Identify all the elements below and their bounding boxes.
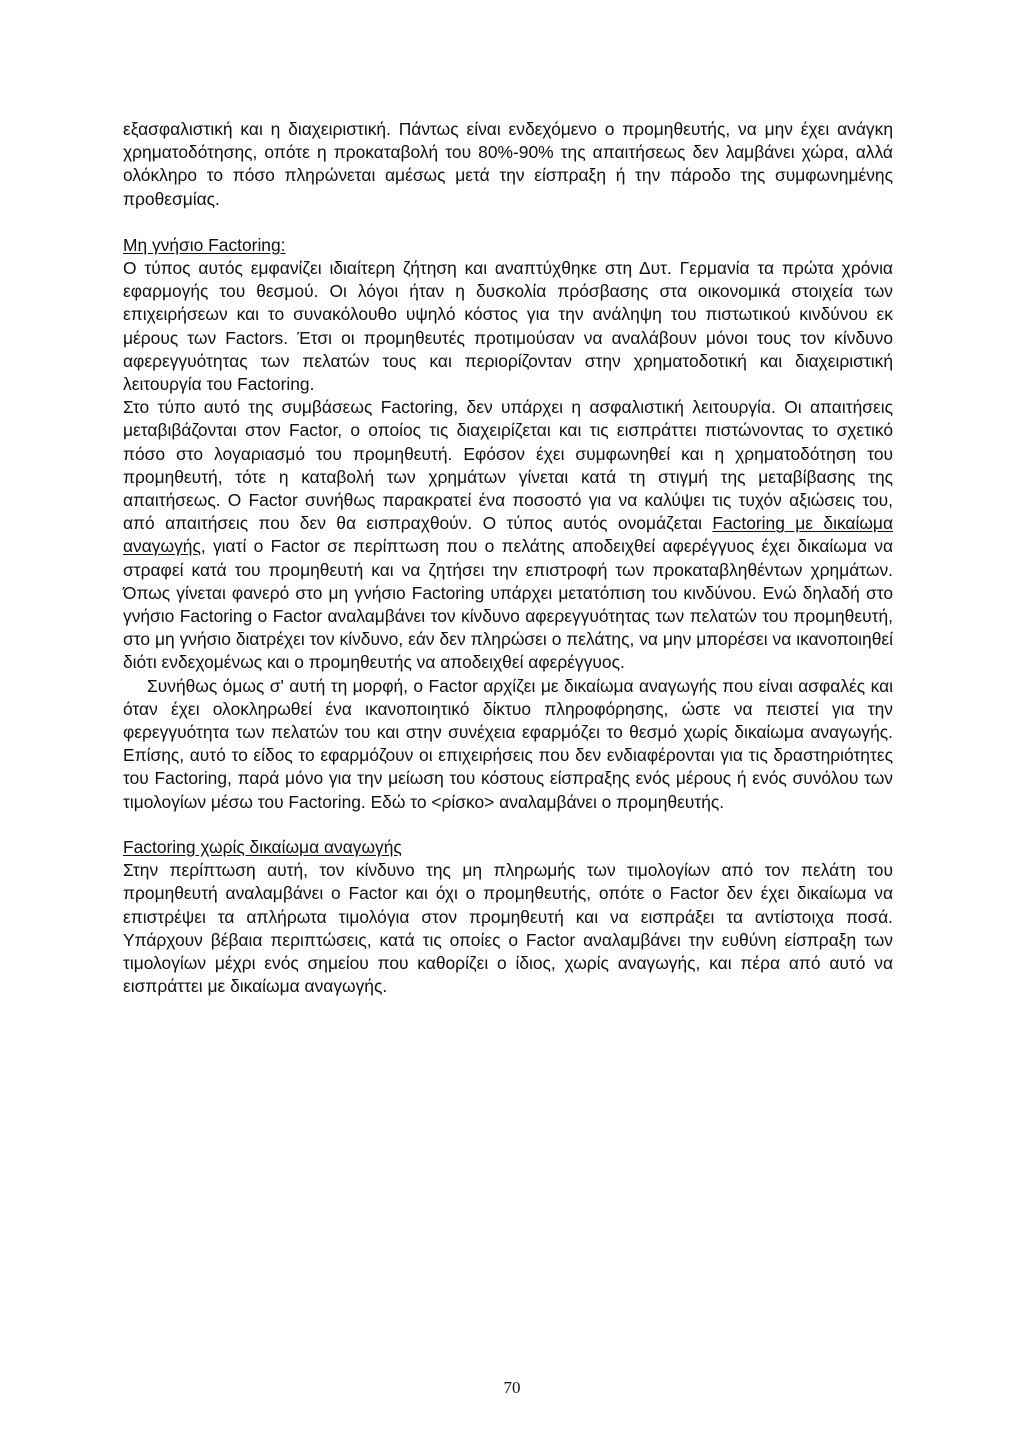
heading-non-genuine-factoring: Μη γνήσιο Factoring: [123,234,286,255]
paragraph-non-genuine-description: Ο τύπος αυτός εμφανίζει ιδιαίτερη ζήτηση και αναπτύχθηκε στη Δυτ. Γερμανία τα πρώτα χρόνια εφαρμογής του θεσμού. Οι λόγοι ήταν η δυσκολία πρόσβασης στα οικονομικά στοιχεία των επιχειρήσεων και το συνακόλουθο υψηλό κόστος για την ανάληψη του πιστωτικού κινδύνου εκ μέρους των Factors. Έτσι οι προμηθευτές προτιμούσαν να αναλάβουν μόνοι τους τον κίνδυνο αφερεγγυότητας των πελατών τους και περιορίζονταν στην χρηματοδοτική και διαχειριστική λειτουργία του Factoring. [123,258,893,395]
paragraph-recourse-text-end: , γιατί ο Factor σε περίπτωση που ο πελάτης αποδειχθεί αφερέγγυος έχει δικαίωμα να στραφεί κατά του προμηθευτή και να ζητήσει την επιστροφή των προκαταβληθέντων χρημάτων. Όπως γίνεται φανερό στο μη γνήσιο Factoring υπάρχει μετατόπιση του κινδύνου. Ενώ δηλαδή στο γνήσιο Factoring ο Factor αναλαμβάνει τον κίνδυνο αφερεγγυότητας των πελατών του προμηθευτή, στο μη γνήσιο διατρέχει τον κίνδυνο, εάν δεν πληρώσει ο πελάτης, να μην μπορέσει να ικανοποιηθεί διότι ενδεχομένως και ο προμηθευτής να αποδειχθεί αφερέγγυος. [123,536,893,673]
paragraph-without-recourse-description: Στην περίπτωση αυτή, τον κίνδυνο της μη πληρωμής των τιμολογίων από τον πελάτη του προμηθευτή αναλαμβάνει ο Factor και όχι ο προμηθευτής, οπότε ο Factor δεν έχει δικαίωμα να επιστρέψει τα απλήρωτα τιμολόγια στον προμηθευτή και να εισπράξει τα αντίστοιχα ποσά. Υπάρχουν βέβαια περιπτώσεις, κατά τις οποίες ο Factor αναλαμβάνει την ευθύνη είσπραξη των τιμολογίων μέχρι ενός σημείου που καθορίζει ο ίδιος, χωρίς αναγωγής, και πέρα από αυτό να εισπράττει με δικαίωμα αναγωγής. [123,860,893,997]
paragraph-recourse-text-start: Στο τύπο αυτό της συμβάσεως Factoring, δεν υπάρχει η ασφαλιστική λειτουργία. Οι απαιτήσεις μεταβιβάζονται στον Factor, ο οποίος τις διαχειρίζεται και τις εισπράττει πιστώνοντας το σχετικό πόσο στο λογαριασμό του προμηθευτή. Εφόσον έχει συμφωνηθεί και η χρηματοδότηση του προμηθευτή, τότε η καταβολή των χρημάτων γίνεται κατά τη στιγμή της μεταβίβασης της απαιτήσεως. Ο Factor συνήθως παρακρατεί ένα ποσοστό για να καλύψει τις τυχόν αξιώσεις του, από απαιτήσεις που δεν θα εισπραχθούν. Ο τύπος αυτός ονομάζεται [123,397,893,534]
paragraph-intro: εξασφαλιστική και η διαχειριστική. Πάντως είναι ενδεχόμενο ο προμηθευτής, να μην έχει ανάγκη χρηματοδότησης, οπότε η προκαταβολή του 80%-90% της απαιτήσεως δεν λαμβάνει χώρα, αλλά ολόκληρο το πόσο πληρώνεται αμέσως μετά την είσπραξη ή την πάροδο της συμφωνημένης προθεσμίας. [123,119,893,209]
heading-factoring-without-recourse: Factoring χωρίς δικαίωμα αναγωγής [123,836,402,857]
paragraph-recourse-explanation [123,396,893,674]
document-page [123,118,893,998]
term-factoring-with-recourse: Factoring με δικαίωμα αναγωγής [123,513,893,557]
paragraph-usual-practice: Συνήθως όμως σ' αυτή τη μορφή, ο Factor αρχίζει με δικαίωμα αναγωγής που είναι ασφαλές και όταν έχει ολοκληρωθεί ένα ικανοποιητικό δίκτυο πληροφόρησης, ώστε να πειστεί για την φερεγγυότητα των πελατών του και στην συνέχεια εφαρμόζει το θεσμό χωρίς δικαίωμα αναγωγής. Επίσης, αυτό το είδος το εφαρμόζουν οι επιχειρήσεις που δεν ενδιαφέρονται για τις δραστηριότητες του Factoring, παρά μόνο για την μείωση του κόστους είσπραξης ενός μέρους ή ενός συνόλου των τιμολογίων μέσω του Factoring. Εδώ το <ρίσκο> αναλαμβάνει ο προμηθευτής. [123,675,893,812]
page-number: 70 [503,1378,521,1397]
